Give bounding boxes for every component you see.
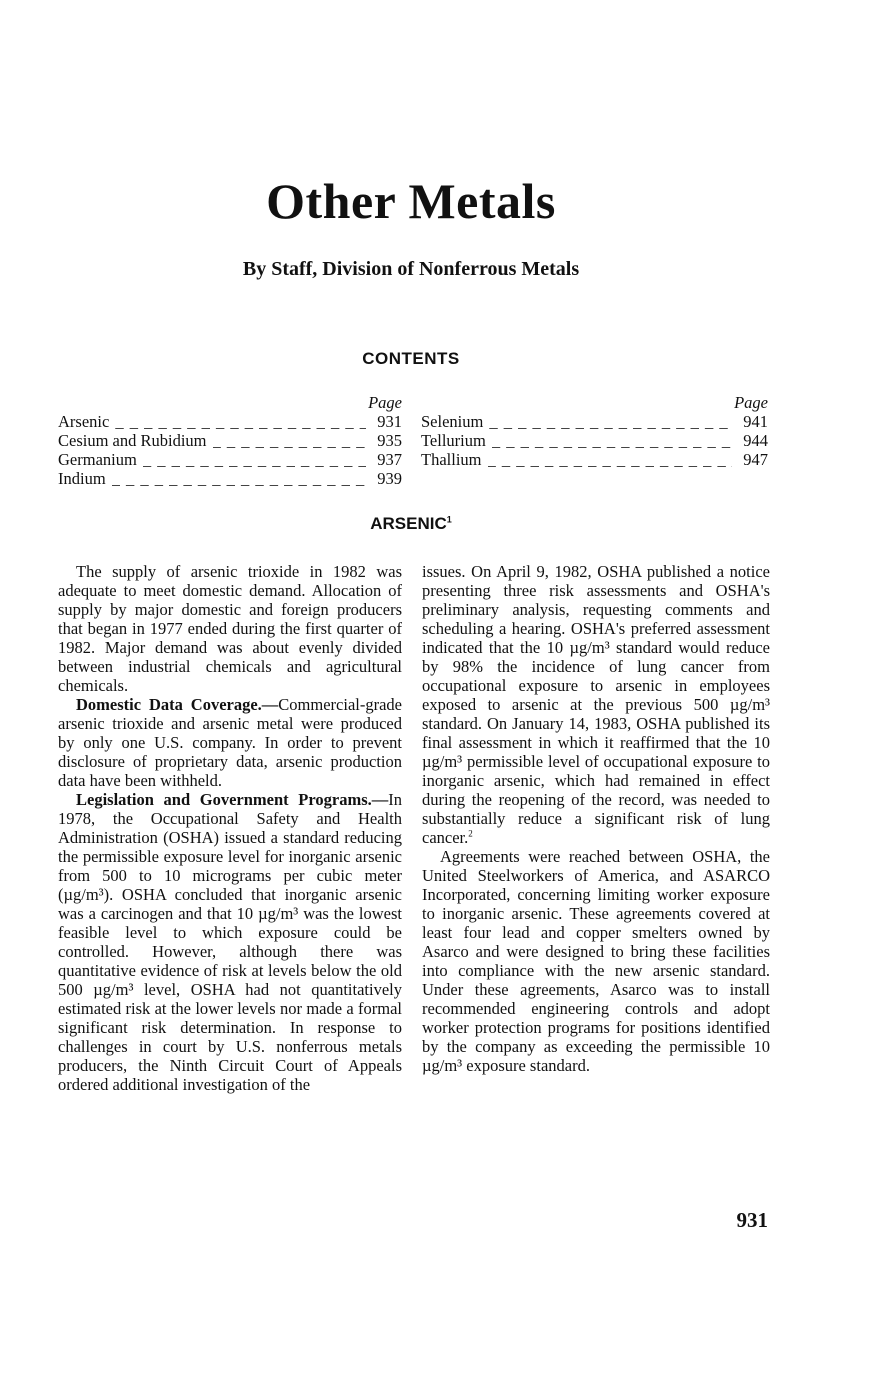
runin-heading: Legislation and Government Programs.—	[76, 790, 389, 809]
footnote-ref[interactable]: 2	[468, 828, 473, 839]
toc-entry-label: Cesium and Rubidium	[58, 431, 207, 450]
toc-entry-label: Tellurium	[421, 431, 486, 450]
toc-entry-page: 937	[377, 450, 402, 469]
toc-entry-page: 935	[377, 431, 402, 450]
toc-entry-selenium[interactable]	[421, 412, 768, 431]
toc-entry-cesium-rubidium[interactable]	[58, 431, 402, 450]
paragraph-domestic-data-coverage	[58, 695, 402, 790]
paragraph-osha-assessment	[422, 562, 770, 847]
toc-entry-tellurium[interactable]	[421, 431, 768, 450]
section-heading-text: ARSENIC	[370, 514, 447, 533]
paragraph-supply: The supply of arsenic trioxide in 1982 was adequate to meet domestic demand. Allocation of supply by major domestic and foreign producers that began in 1977 ended during the first quarter of 1982. Major demand was about evenly divided between industrial chemicals and agricultural chemicals.	[58, 562, 402, 695]
paragraph-text: issues. On April 9, 1982, OSHA published a notice presenting three risk assessments and OSHA's preliminary analysis, requesting comments and scheduling a hearing. OSHA's preferred assessment indicated that the 10 µg/m³ standard would reduce by 98% the incidence of lung cancer from occupational exposure to arsenic in employees exposed to arsenic at the previous 500 µg/m³ standard. On January 14, 1983, OSHA published its final assessment in which it reaffirmed that the 10 µg/m³ permissible level of occupational exposure to inorganic arsenic, which had remained in effect during the reopening of the record, was needed to substantially reduce a significant risk of lung cancer.	[422, 562, 770, 847]
toc-right-column	[421, 393, 768, 469]
toc-entry-germanium[interactable]	[58, 450, 402, 469]
toc-leader	[112, 469, 366, 488]
page-number: 931	[736, 1208, 768, 1232]
toc-entry-page: 939	[377, 469, 402, 488]
toc-entry-label: Thallium	[421, 450, 482, 469]
toc-leader	[143, 450, 366, 469]
toc-leader	[488, 450, 733, 469]
toc-entry-arsenic[interactable]	[58, 412, 402, 431]
body-column-left	[58, 562, 402, 1094]
paragraph-text: In 1978, the Occupational Safety and Health Administration (OSHA) issued a standard reducing the permissible exposure level for inorganic arsenic from 500 to 10 micrograms per cubic meter (µg/m³). OSHA concluded that inorganic arsenic was a carcinogen and that 10 µg/m³ was the lowest feasible level to which exposure could be controlled. However, although there was quantitative evidence of risk at levels below the old 500 µg/m³ level, OSHA had not quantitatively estimated risk at the lower levels nor made a formal significant risk determination. In response to challenges in court by U.S. nonferrous metals producers, the Ninth Circuit Court of Appeals ordered additional investigation of the	[58, 790, 402, 1094]
toc-leader	[213, 431, 367, 450]
toc-entry-page: 931	[377, 412, 402, 431]
footnote-ref[interactable]: 1	[446, 514, 452, 525]
contents-heading: CONTENTS	[362, 349, 460, 368]
byline: By Staff, Division of Nonferrous Metals	[242, 258, 580, 280]
paragraph-text: Commercial-grade arsenic trioxide and arsenic metal were produced by only one U.S. company. In order to prevent disclosure of proprietary data, arsenic production data have been withheld.	[58, 695, 402, 790]
section-heading-arsenic	[0, 514, 822, 534]
toc-entry-page: 944	[743, 431, 768, 450]
toc-entry-page: 947	[743, 450, 768, 469]
toc-entry-indium[interactable]	[58, 469, 402, 488]
toc-entry-label: Selenium	[421, 412, 484, 431]
toc-entry-label: Germanium	[58, 450, 137, 469]
paragraph-agreements: Agreements were reached between OSHA, the United Steelworkers of America, and ASARCO Incorporated, concerning limiting worker exposure to inorganic arsenic. These agreements covered at least four lead and copper smelters owned by Asarco and were designed to bring these facilities into compliance with the new arsenic standard. Under these agreements, Asarco was to install recommended engineering controls and adopt worker protection programs for positions identified by the company as exceeding the permissible 10 µg/m³ exposure standard.	[422, 847, 770, 1075]
toc-entry-label: Indium	[58, 469, 106, 488]
toc-entry-thallium[interactable]	[421, 450, 768, 469]
toc-leader	[115, 412, 366, 431]
toc-left-column	[58, 393, 402, 488]
runin-heading: Domestic Data Coverage.—	[76, 695, 279, 714]
toc-entry-page: 941	[743, 412, 768, 431]
body-column-right	[422, 562, 770, 1075]
toc-page-label: Page	[734, 393, 768, 412]
toc-entry-label: Arsenic	[58, 412, 110, 431]
page-title: Other Metals	[266, 173, 556, 229]
toc-leader	[489, 412, 732, 431]
toc-leader	[492, 431, 732, 450]
paragraph-legislation	[58, 790, 402, 1094]
toc-page-label: Page	[368, 393, 402, 412]
